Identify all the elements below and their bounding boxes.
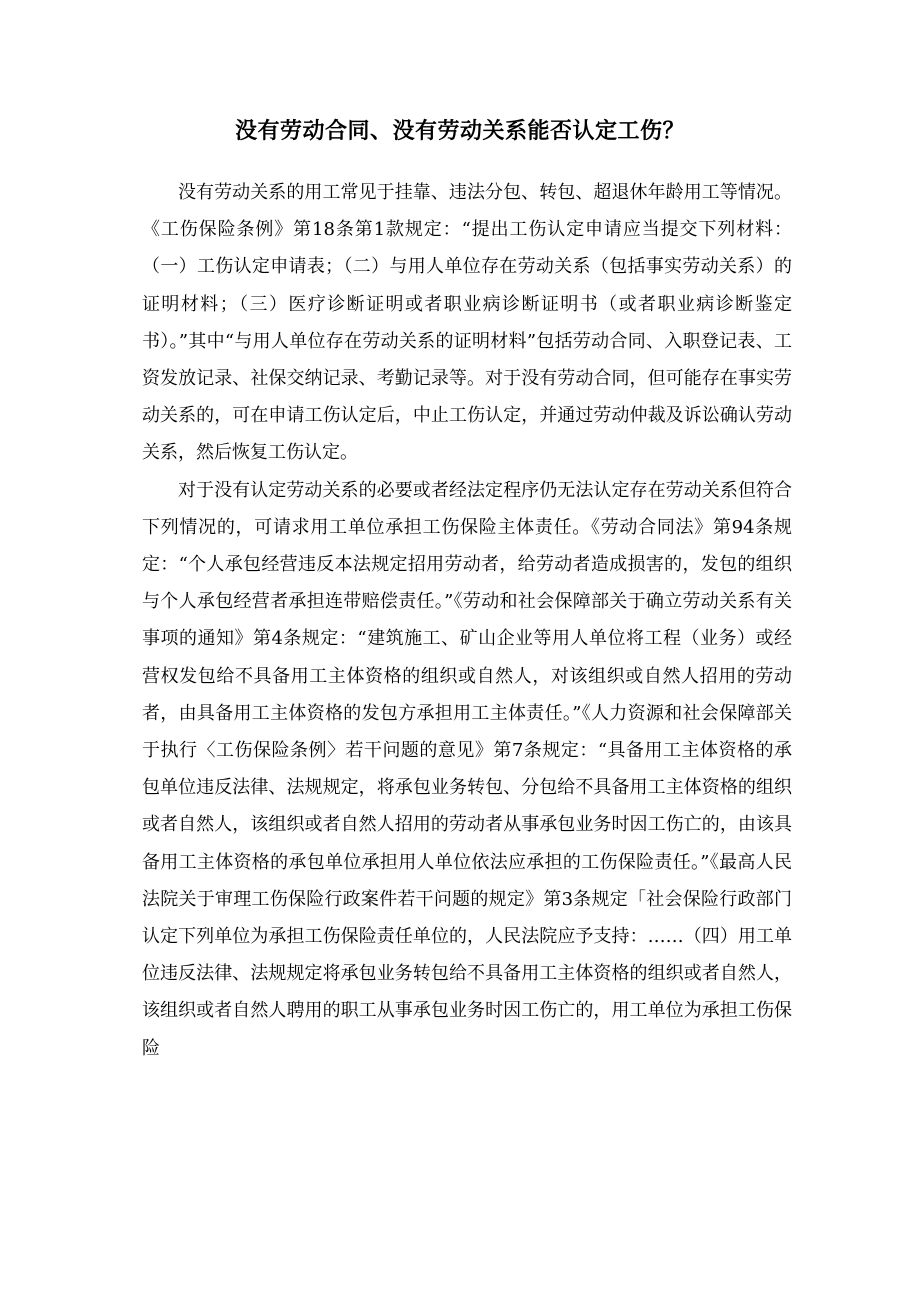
paragraph-1: 没有劳动关系的用工常见于挂靠、违法分包、转包、超退休年龄用工等情况。《工伤保险条例》第18条第1款规定：“提出工伤认定申请应当提交下列材料：（一）工伤认定申请表；（二）与用人单位存在劳动关系（包括事实劳动关系）的证明材料；（三）医疗诊断证明或者职业病诊断证明书（或者职业病诊断鉴定书）。”其中“与用人单位存在劳动关系的证明材料”包括劳动合同、入职登记表、工资发放记录、社保交纳记录、考勤记录等。对于没有劳动合同，但可能存在事实劳动关系的，可在申请工伤认定后，中止工伤认定，并通过劳动仲裁及诉讼确认劳动关系，然后恢复工伤认定。	[142, 182, 792, 464]
paragraph-2: 对于没有认定劳动关系的必要或者经法定程序仍无法认定存在劳动关系但符合下列情况的，可请求用工单位承担工伤保险主体责任。《劳动合同法》第94条规定：“个人承包经营违反本法规定招用劳动者，给劳动者造成损害的，发包的组织与个人承包经营者承担连带赔偿责任。”《劳动和社会保障部关于确立劳动关系有关事项的通知》第4条规定：“建筑施工、矿山企业等用人单位将工程（业务）或经营权发包给不具备用工主体资格的组织或自然人，对该组织或自然人招用的劳动者，由具备用工主体资格的发包方承担用工主体责任。”《人力资源和社会保障部关于执行〈工伤保险条例〉若干问题的意见》第7条规定：“具备用工主体资格的承包单位违反法律、法规规定，将承包业务转包、分包给不具备用工主体资格的组织或者自然人，该组织或者自然人招用的劳动者从事承包业务时因工伤亡的，由该具备用工主体资格的承包单位承担用人单位依法应承担的工伤保险责任。”《最高人民法院关于审理工伤保险行政案件若干问题的规定》第3条规定「社会保险行政部门认定下列单位为承担工伤保险责任单位的，人民法院应予支持：……（四）用工单位违反法律、法规规定将承包业务转包给不具备用工主体资格的组织或者自然人，该组织或者自然人聘用的职工从事承包业务时因工伤亡的，用工单位为承担工伤保险	[142, 479, 792, 1059]
page-title: 没有劳动合同、没有劳动关系能否认定工伤？	[234, 119, 685, 144]
document-body	[142, 174, 792, 1067]
